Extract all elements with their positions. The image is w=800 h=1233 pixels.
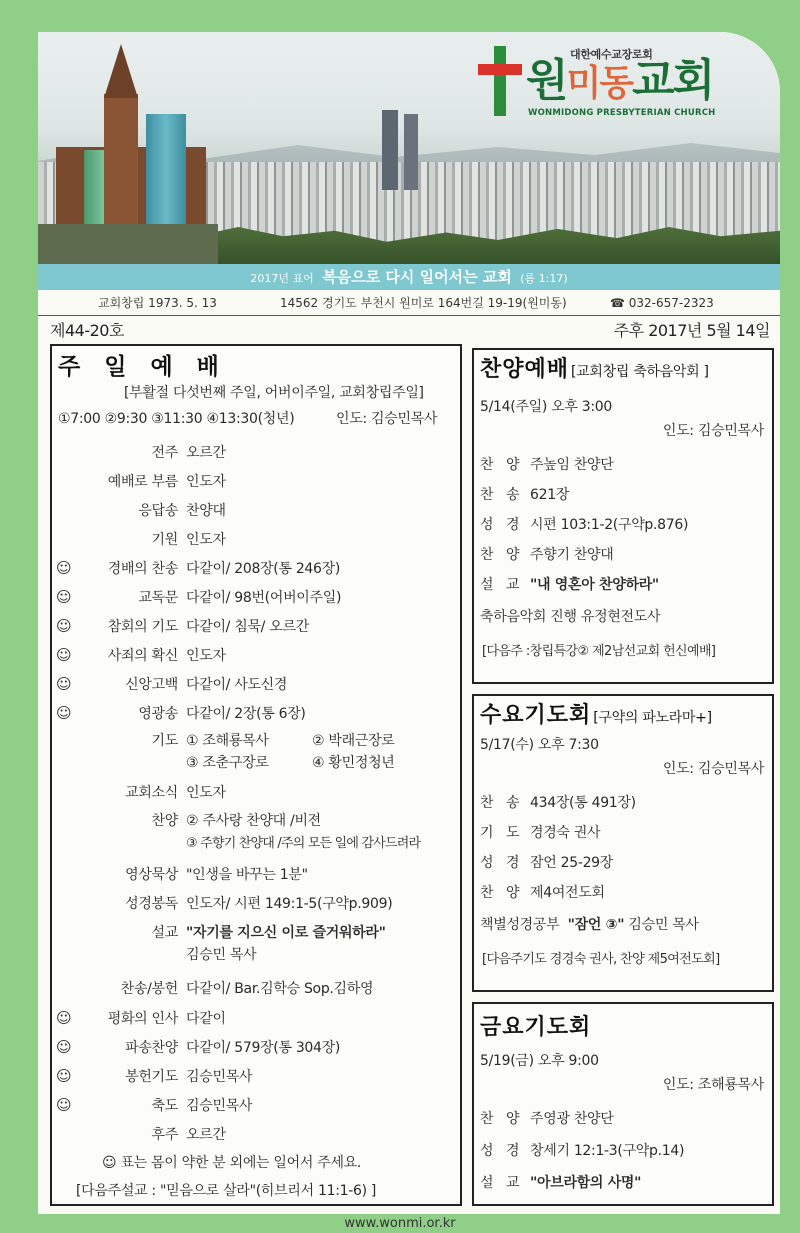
fri-row-value: "아브라함의 사명": [530, 1175, 642, 1191]
order-value: 다같이/ 침묵/ 오르간: [186, 619, 309, 635]
order-label: 기원: [151, 532, 178, 548]
order-label: 설교: [151, 925, 178, 941]
praise-row-value: 시편 103:1-2(구약p.876): [530, 517, 689, 533]
order-item: [52, 616, 460, 638]
order-value: 다같이/ Bar.김학승 Sop.김하영: [186, 981, 374, 997]
motto-text: 복음으로 다시 일어서는 교회: [322, 268, 512, 286]
sermon-title: "자기를 지으신 이로 즐거워하라": [186, 925, 386, 941]
website-url[interactable]: www.wonmi.or.kr: [344, 1216, 456, 1231]
issue-number: 제44-20호: [50, 321, 124, 340]
info-bar: [38, 292, 780, 314]
cross-icon: [478, 46, 522, 116]
banner-tower: [382, 110, 398, 190]
divider: [38, 315, 780, 316]
sunday-worship-box: [50, 344, 462, 1206]
logo-name-part: 교회: [632, 55, 714, 106]
prayer-name: ① 조해룡목사: [186, 733, 269, 749]
smile-icon: ☺: [56, 1096, 72, 1114]
order-item: [52, 1008, 460, 1030]
order-item: [52, 703, 460, 725]
wednesday-title: [480, 698, 712, 729]
order-value: ③ 주향기 찬양대 /주의 모든 일에 감사드려라: [186, 836, 421, 851]
order-value: 다같이/ 2장(통 6장): [186, 706, 306, 722]
order-label: 성경봉독: [125, 896, 178, 912]
order-label: 찬양: [151, 813, 178, 829]
wed-row-label: 찬 양: [480, 885, 524, 901]
order-value: 오르간: [186, 1127, 226, 1143]
concert-info: 축하음악회 진행 유정현전도사: [480, 609, 661, 625]
church-spire: [104, 44, 138, 98]
service-times: ①7:00 ②9:30 ③11:30 ④13:30(청년): [58, 411, 295, 427]
order-label: 사죄의 확신: [107, 648, 178, 664]
bulletin-sheet: [38, 32, 780, 1214]
order-value: 다같이: [186, 1011, 226, 1027]
smile-icon: ☺: [56, 559, 72, 577]
order-item: [52, 500, 460, 522]
smile-icon: ☺: [56, 646, 72, 664]
order-item: [52, 529, 460, 551]
fri-row-value: 주영광 찬양단: [530, 1111, 614, 1127]
sunday-title: 주 일 예 배: [58, 354, 227, 380]
prayer-name: ② 박래근장로: [312, 733, 395, 749]
wed-row-value: 제4여전도회: [530, 885, 605, 901]
order-item: [52, 1066, 460, 1088]
order-value: 다같이/ 579장(통 304장): [186, 1040, 341, 1056]
order-label: 기도: [151, 733, 178, 749]
order-value: 인도자: [186, 532, 226, 548]
cross-vertical: [494, 46, 506, 116]
sunday-subtitle: [부활절 다섯번째 주일, 어버이주일, 교회창립주일]: [124, 385, 424, 401]
motto-bar: [38, 264, 780, 290]
praise-row-label: 찬 양: [480, 547, 524, 563]
church-address: 14562 경기도 부천시 원미로 164번길 19-19(원미동): [280, 296, 567, 310]
praise-row-value: 주높임 찬양단: [530, 457, 614, 473]
logo-name-part: 미동: [566, 63, 633, 104]
order-label: 경배의 찬송: [107, 561, 178, 577]
smile-icon: ☺: [56, 1067, 72, 1085]
order-item: [52, 864, 460, 886]
wed-row-value: 경경숙 권사: [530, 825, 601, 841]
wednesday-datetime: 5/17(수) 오후 7:30: [480, 737, 599, 753]
bible-study: [480, 914, 699, 934]
cross-horizontal: [478, 64, 522, 75]
wednesday-title-text: 수요기도회: [480, 703, 592, 728]
order-value: 다같이/ 사도신경: [186, 677, 288, 693]
church-gate: [38, 224, 218, 264]
smile-icon: ☺: [56, 675, 72, 693]
prayer-name: ④ 황민정청년: [312, 755, 395, 771]
church-logo: [478, 44, 778, 124]
praise-datetime: 5/14(주일) 오후 3:00: [480, 399, 612, 415]
order-value: 김승민목사: [186, 1098, 253, 1114]
order-label: 응답송: [138, 503, 178, 519]
friday-leader: 인도: 조해룡목사: [662, 1077, 764, 1093]
order-label: 봉헌기도: [125, 1069, 178, 1085]
order-label: 영광송: [138, 706, 178, 722]
wed-row-label: 성 경: [480, 855, 524, 871]
banner-tower: [404, 114, 418, 190]
order-label: 교회소식: [125, 785, 178, 801]
order-item: [52, 645, 460, 667]
order-item: [52, 471, 460, 493]
praise-row-value: 621장: [530, 487, 570, 503]
fri-row-label: 찬 양: [480, 1111, 524, 1127]
logo-name: [526, 56, 713, 109]
praise-row-label: 성 경: [480, 517, 524, 533]
next-sermon: [다음주설교 : "믿음으로 살라"(히브리서 11:1-6) ]: [76, 1183, 377, 1199]
praise-row-label: 찬 양: [480, 457, 524, 473]
motto-year: 2017년 표어: [250, 272, 314, 285]
order-value: "인생을 바꾸는 1분": [186, 867, 308, 883]
order-label: 신앙고백: [125, 677, 178, 693]
motto-ref: (롬 1:17): [520, 272, 568, 285]
order-label: 전주: [151, 445, 178, 461]
order-label: 영상묵상: [125, 867, 178, 883]
church-glass-tower: [146, 114, 186, 234]
wed-row-value: 잠언 25-29장: [530, 855, 614, 871]
prayer-name: ③ 조춘구장로: [186, 755, 269, 771]
order-item: [52, 1124, 460, 1146]
sermon-preacher: 김승민 목사: [186, 947, 257, 963]
praise-worship-box: [472, 348, 774, 684]
order-value: 다같이/ 208장(통 246장): [186, 561, 341, 577]
order-value: 인도자/ 시편 149:1-5(구약p.909): [186, 896, 393, 912]
logo-name-part: 원: [526, 55, 567, 106]
praise-title-text: 찬양예배: [480, 357, 570, 382]
bulletin-date: 주후 2017년 5월 14일: [613, 321, 770, 340]
friday-datetime: 5/19(금) 오후 9:00: [480, 1053, 599, 1069]
praise-title: [480, 352, 709, 383]
smile-icon: ☺: [56, 588, 72, 606]
order-item: [52, 674, 460, 696]
church-phone: ☎ 032-657-2323: [610, 296, 714, 310]
praise-row-value: 주향기 찬양대: [530, 547, 614, 563]
order-item-anthem: [52, 810, 460, 856]
praise-leader: 인도: 김승민목사: [662, 423, 764, 439]
order-value: 인도자: [186, 785, 226, 801]
wednesday-leader: 인도: 김승민목사: [662, 761, 764, 777]
study-by: 김승민 목사: [628, 917, 699, 933]
study-title: "잠언 ③": [567, 917, 625, 933]
order-item: [52, 893, 460, 915]
fri-row-label: 설 교: [480, 1175, 524, 1191]
founded-date: 교회창립 1973. 5. 13: [98, 296, 217, 310]
order-item: [52, 1037, 460, 1059]
wed-row-label: 찬 송: [480, 795, 524, 811]
wed-row-value: 434장(통 491장): [530, 795, 636, 811]
praise-next: [다음주 :창립특강② 제2남선교회 헌신예배]: [482, 644, 716, 659]
wednesday-subtitle: [구약의 파노라마+]: [593, 710, 712, 726]
header-banner: [38, 32, 780, 264]
order-item-sermon: [52, 922, 460, 968]
logo-english: WONMIDONG PRESBYTERIAN CHURCH: [528, 108, 716, 118]
order-value: 인도자: [186, 474, 226, 490]
fri-row-label: 성 경: [480, 1143, 524, 1159]
praise-subtitle: [교회창립 축하음악회 ]: [571, 364, 709, 380]
wednesday-prayer-box: [472, 694, 774, 992]
order-item: [52, 442, 460, 464]
wed-row-label: 기 도: [480, 825, 524, 841]
order-value: 김승민목사: [186, 1069, 253, 1085]
order-value: 오르간: [186, 445, 226, 461]
order-value: 찬양대: [186, 503, 226, 519]
order-label: 예배로 부름: [107, 474, 178, 490]
order-item: [52, 1095, 460, 1117]
smile-icon: ☺: [56, 1009, 72, 1027]
order-label: 평화의 인사: [107, 1011, 178, 1027]
order-item: [52, 978, 460, 1000]
church-building-image: [38, 32, 218, 264]
praise-row-label: 설 교: [480, 577, 524, 593]
order-label: 후주: [151, 1127, 178, 1143]
smile-icon: ☺: [56, 1038, 72, 1056]
order-item: [52, 782, 460, 804]
order-item: [52, 558, 460, 580]
smile-icon: ☺: [56, 617, 72, 635]
order-label: 찬송/봉헌: [120, 981, 178, 997]
order-label: 파송찬양: [125, 1040, 178, 1056]
sunday-leader: 인도: 김승민목사: [336, 411, 438, 427]
wednesday-next: [다음주기도 경경숙 권사, 찬양 제5여전도회]: [482, 952, 720, 967]
friday-title: 금요기도회: [480, 1015, 592, 1040]
order-label: 교독문: [138, 590, 178, 606]
praise-row-label: 찬 송: [480, 487, 524, 503]
order-label: 참회의 기도: [107, 619, 178, 635]
standing-note: ☺ 표는 몸이 약한 분 외에는 일어서 주세요.: [102, 1155, 362, 1171]
order-value: 다같이/ 98번(어버이주일): [186, 590, 342, 606]
order-item: [52, 587, 460, 609]
study-label: 책별성경공부: [480, 917, 560, 933]
order-label: 축도: [151, 1098, 178, 1114]
order-value: 인도자: [186, 648, 226, 664]
logo-subtitle: 대한예수교장로회: [570, 48, 653, 61]
smile-icon: ☺: [56, 704, 72, 722]
praise-row-value: "내 영혼아 찬양하라": [530, 577, 659, 593]
friday-prayer-box: [472, 1002, 774, 1206]
order-value: ② 주사랑 찬양대 /비젼: [186, 813, 321, 829]
fri-row-value: 창세기 12:1-3(구약p.14): [530, 1143, 685, 1159]
